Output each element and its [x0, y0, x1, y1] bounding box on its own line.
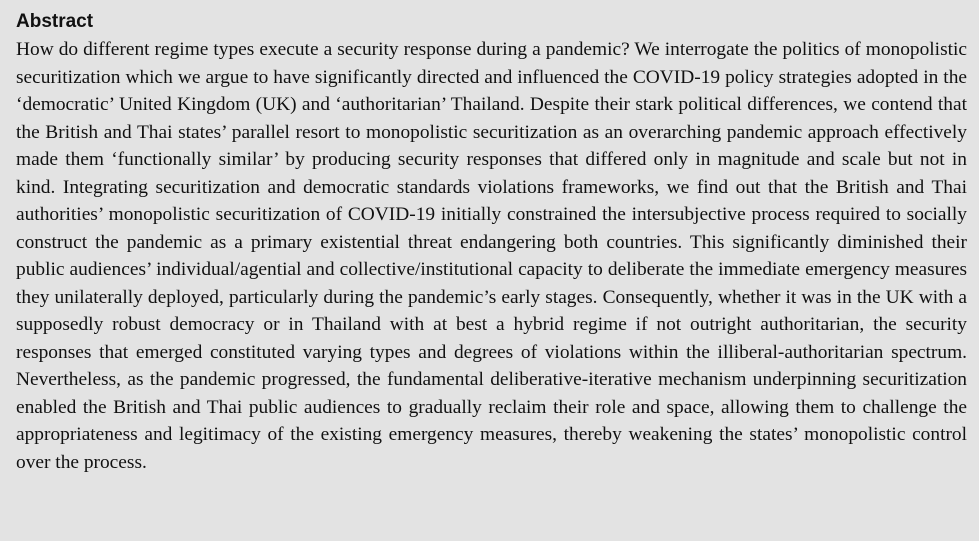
abstract-body-text: How do different regime types execute a security response during a pandemic? We interrogate the politics of monopolistic securitization which we argue to have significantly directed and influenced the COVID-19 policy strategies adopted in the ‘democratic’ United Kingdom (UK) and ‘authoritarian’ Thailand. Despite their stark political differences, we contend that the British and Thai states’ parallel resort to monopolistic securitization as an overarching pandemic approach effectively made them ‘functionally similar’ by producing security responses that differed only in magnitude and scale but not in kind. Integrating securitization and democratic standards violations frameworks, we find out that the British and Thai authorities’ monopolistic securitization of COVID-19 initially constrained the intersubjective process required to socially construct the pandemic as a primary existential threat endangering both countries. This significantly diminished their public audiences’ individual/agential and collective/institutional capacity to deliberate the immediate emergency measures they unilaterally deployed, particularly during the pandemic’s early stages. Consequently, whether it was in the UK with a supposedly robust democracy or in Thailand with at best a hybrid regime if not outright authoritarian, the security responses that emerged constituted varying types and degrees of violations within the illiberal-authoritarian spectrum. Nevertheless, as the pandemic progressed, the fundamental deliberative-iterative mechanism underpinning securitization enabled the British and Thai public audiences to gradually reclaim their role and space, allowing them to challenge the appropriateness and legitimacy of the existing emergency measures, thereby weakening the states’ monopolistic control over the process.	[16, 39, 967, 473]
abstract-heading: Abstract	[16, 11, 94, 32]
